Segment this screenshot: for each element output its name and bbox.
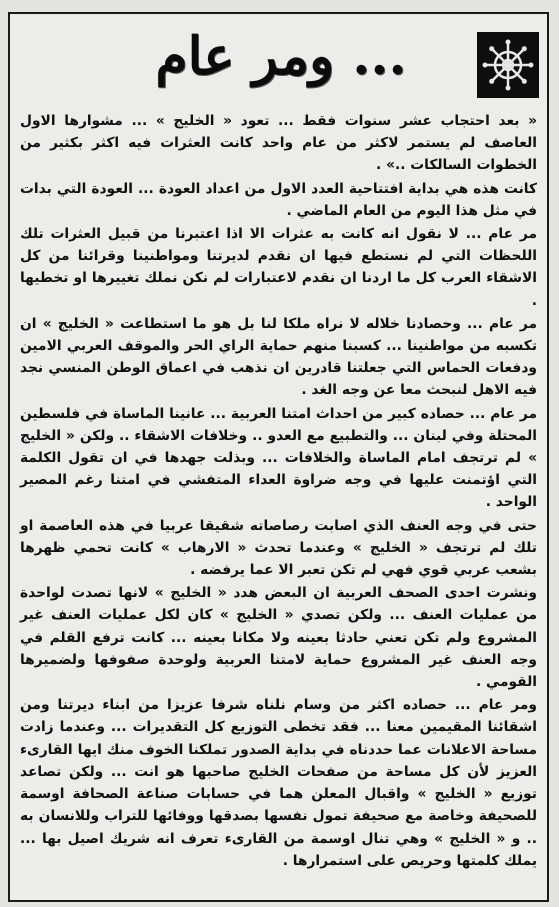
paragraph: ومر عام ... حصاده اكثر من وسام نلناه شرفا عزيزا من ابناء ديرتنا ومن اشقائنا المقيمين معنا ... فقد تخطى التوزيع كل التقديرات ... وعندما زادت مساحة الاعلانات عما حددناه في بداية الصدور تملكنا الخوف منك ايها القارىء العزيز لأن كل مساحة من صفحات الخليج صاحبها هو انت ... ولكن تصاعد توزيع « الخليج » واقبال المعلن هما في حسابات صناعة الصحافة اوسمة للصحيفة وخاصة مع صحيفة تمول نفسها بصدقها ووفائها للتراب وللانسان به .. و « الخليج » وهي تنال اوسمة من القارىء تعرف انه شريك اصيل بها ... يملك كلمتها وحريص على استمرارها .	[20, 697, 537, 869]
ship-wheel-icon-graphic	[481, 38, 535, 92]
paragraph: كانت هذه هي بداية افتتاحية العدد الاول من اعداد العودة ... العودة التي بدات في مثل هذا اليوم من العام الماضي .	[20, 180, 537, 219]
paragraph: « بعد احتجاب عشر سنوات فقط ... تعود « الخليج » ... مشوارها الاول العاصف لم يستمر لاكثر من عام واحد كانت العثرات فيه اكثر بكثير من الخطوات السالكات ..» .	[20, 113, 537, 174]
article-frame	[8, 12, 549, 902]
paragraph: حتى في وجه العنف الذي اصابت رصاصاته شقيقا عربيا في هذه العاصمة او تلك لم ترتجف « الخليج » وعندما تحدث « الارهاب » كانت تحمي ظهرها بشعب عربي قوي فهي لم تكن تعبر الا عما يرفضه .	[20, 517, 537, 579]
article-body	[20, 110, 537, 900]
article-header	[10, 14, 547, 110]
paragraph: ونشرت احدى الصحف العربية ان البعض هدد « الخليج » لانها تصدت لواحدة من عمليات العنف ... ولكن تصدي « الخليج » كان لكل عمليات العنف غير المشروع ولم تكن تعني حادثا بعينه ولا مكانا بعينه ... كانت ترفع القلم في وجه العنف غير المشروع حماية لامتنا العربية ولوحدة صفوفها ولضميرها القومي .	[20, 585, 537, 691]
paragraph: مر عام ... حصاده كبير من احداث امتنا العربية ... عانينا الماساة في فلسطين المحتلة وفي لبنان ... والتطبيع مع العدو .. وخلافات الاشقاء .. ولكن « الخليج » لم ترتجف امام الماساة والخلافات ... وبذلت جهدها في ان تقول الكلمة التي اؤتمنت عليها في وجه ضراوة العداء المتفشي في امتنا رغم المصير الواحد .	[20, 405, 537, 511]
article-title: ... ومر عام	[155, 26, 407, 87]
paragraph: مر عام ... وحصادنا خلاله لا نراه ملكا لنا بل هو ما استطاعت « الخليج » ان تكسبه من مواطنينا ... كسبنا منهم حماية الراي الحر والموقف العربي الامين ودفعات الحماس التي جعلتنا قادرين ان نذهب في اعماق الوطن المنسي نجد فيه الاهل لنبحث معا عن وجه الغد .	[20, 315, 537, 399]
ship-wheel-icon	[477, 32, 539, 98]
paragraph: مر عام ... لا نقول انه كانت به عثرات الا اذا اعتبرنا من قبيل العثرات تلك اللحظات التي لم نستطع فيها ان نقدم لديرتنا ومواطنينا وقرائنا من كل الاشقاء العرب كل ما اردنا ان نقدم لاعتبارات لم نكن نملك تغييرها او تخطيها .	[20, 226, 537, 309]
